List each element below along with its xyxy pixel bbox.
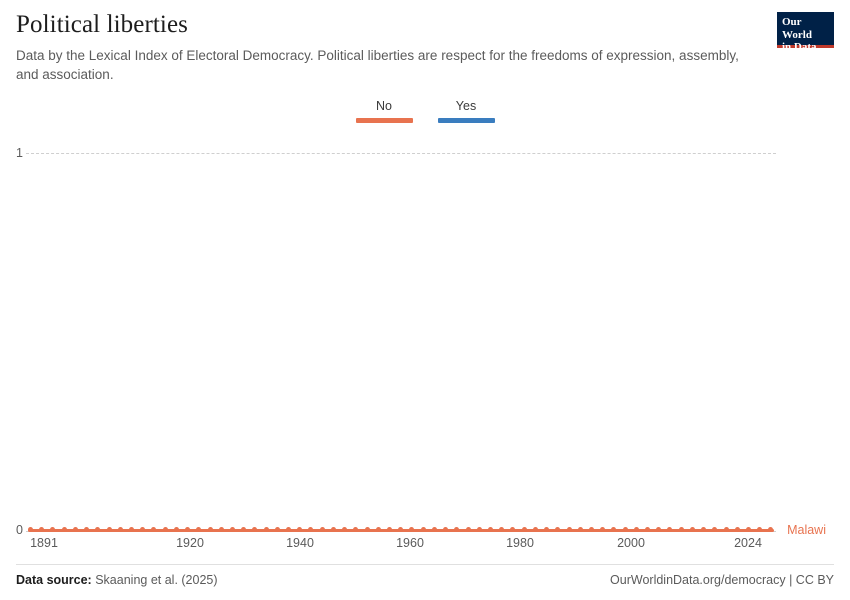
series-marker — [185, 527, 190, 532]
series-marker — [645, 527, 650, 532]
series-marker — [768, 527, 773, 532]
x-axis — [16, 536, 834, 556]
legend-item-no[interactable] — [354, 99, 414, 123]
series-marker — [443, 527, 448, 532]
series-marker — [342, 527, 347, 532]
series-marker — [712, 527, 717, 532]
series-marker — [488, 527, 493, 532]
series-marker — [275, 527, 280, 532]
series-marker — [634, 527, 639, 532]
legend-swatch-yes — [438, 118, 495, 123]
series-marker — [286, 527, 291, 532]
series-marker — [522, 527, 527, 532]
series-marker — [432, 527, 437, 532]
series-marker — [623, 527, 628, 532]
license-link[interactable]: CC BY — [795, 572, 834, 587]
chart-header — [16, 10, 776, 84]
series-marker — [679, 527, 684, 532]
series-marker — [331, 527, 336, 532]
series-marker — [28, 527, 33, 532]
series-marker — [39, 527, 44, 532]
x-axis-tick-1940: 1940 — [286, 536, 314, 550]
footer-links — [610, 573, 834, 587]
data-source — [16, 573, 218, 587]
x-axis-tick-2000: 2000 — [617, 536, 645, 550]
series-marker — [690, 527, 695, 532]
data-source-label: Data source: — [16, 572, 92, 587]
series-marker — [62, 527, 67, 532]
series-marker — [533, 527, 538, 532]
series-marker — [107, 527, 112, 532]
x-axis-tick-2024: 2024 — [734, 536, 762, 550]
legend-label-no: No — [376, 99, 392, 113]
series-marker — [477, 527, 482, 532]
series-marker — [701, 527, 706, 532]
series-marker — [264, 527, 269, 532]
series-marker — [95, 527, 100, 532]
series-marker — [724, 527, 729, 532]
series-marker — [196, 527, 201, 532]
legend-item-yes[interactable] — [436, 99, 496, 123]
series-marker — [656, 527, 661, 532]
series-marker — [600, 527, 605, 532]
series-marker — [129, 527, 134, 532]
logo-line-1: Our World — [782, 16, 812, 41]
series-marker — [387, 527, 392, 532]
x-axis-tick-1891: 1891 — [30, 536, 58, 550]
series-marker — [73, 527, 78, 532]
series-marker — [241, 527, 246, 532]
series-marker — [567, 527, 572, 532]
x-axis-tick-1960: 1960 — [396, 536, 424, 550]
series-marker — [578, 527, 583, 532]
x-axis-tick-1920: 1920 — [176, 536, 204, 550]
data-source-name[interactable]: Skaaning et al. (2025) — [95, 572, 218, 587]
series-marker — [376, 527, 381, 532]
series-marker — [398, 527, 403, 532]
series-marker — [84, 527, 89, 532]
series-marker — [353, 527, 358, 532]
series-marker — [466, 527, 471, 532]
series-marker — [151, 527, 156, 532]
series-marker — [50, 527, 55, 532]
logo-line-2: in Data — [782, 41, 817, 53]
series-marker — [140, 527, 145, 532]
series-markers-no[interactable] — [28, 526, 774, 533]
legend-label-yes: Yes — [455, 99, 477, 113]
y-axis-tick-1: 1 — [16, 146, 23, 160]
series-marker — [365, 527, 370, 532]
series-marker — [611, 527, 616, 532]
chart-legend — [0, 99, 850, 123]
series-marker — [544, 527, 549, 532]
series-marker — [230, 527, 235, 532]
series-marker — [746, 527, 751, 532]
series-marker — [510, 527, 515, 532]
page-title: Political liberties — [16, 11, 189, 38]
series-marker — [409, 527, 414, 532]
series-marker — [174, 527, 179, 532]
gridline-top — [26, 153, 776, 154]
series-marker — [219, 527, 224, 532]
legend-swatch-no — [356, 118, 413, 123]
series-marker — [555, 527, 560, 532]
chart-subtitle: Data by the Lexical Index of Electoral Democracy. Political liberties are respect for the freedoms of expression, assembly, and association. — [16, 48, 739, 82]
series-marker — [499, 527, 504, 532]
series-marker — [163, 527, 168, 532]
series-marker — [735, 527, 740, 532]
x-axis-tick-1980: 1980 — [506, 536, 534, 550]
plot-area — [16, 145, 834, 545]
series-marker — [589, 527, 594, 532]
series-marker — [208, 527, 213, 532]
y-axis-tick-0: 0 — [16, 523, 23, 537]
series-marker — [118, 527, 123, 532]
series-marker — [454, 527, 459, 532]
series-marker — [297, 527, 302, 532]
series-marker — [757, 527, 762, 532]
footer-separator: | — [789, 572, 793, 587]
series-marker — [667, 527, 672, 532]
series-marker — [421, 527, 426, 532]
series-marker — [308, 527, 313, 532]
our-world-in-data-logo[interactable] — [777, 12, 834, 53]
series-end-label-malawi: Malawi — [787, 523, 826, 537]
site-link[interactable]: OurWorldinData.org/democracy — [610, 572, 786, 587]
chart-footer — [16, 564, 834, 588]
series-marker — [252, 527, 257, 532]
series-marker — [320, 527, 325, 532]
